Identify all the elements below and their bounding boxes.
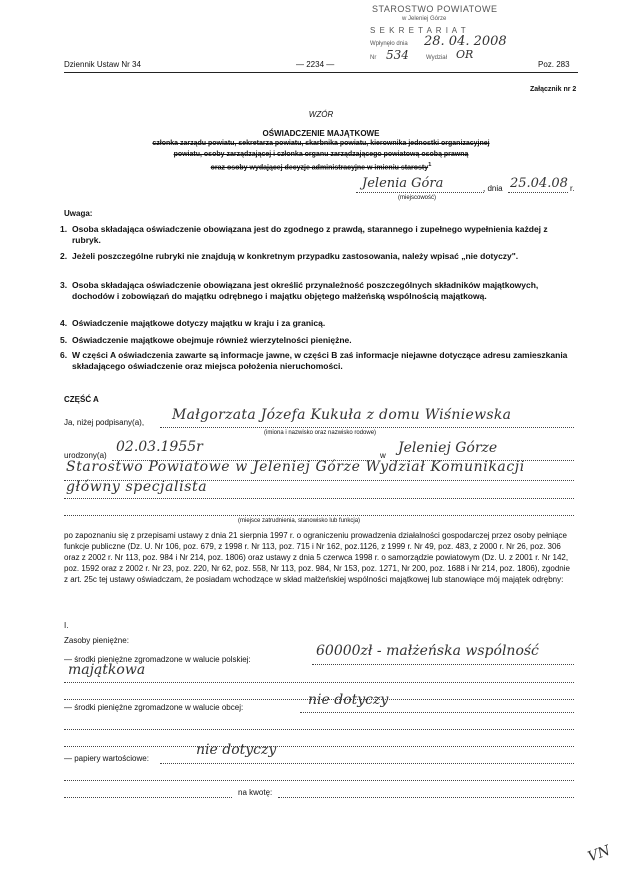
- securities-label: — papiery wartościowe:: [64, 754, 149, 763]
- place-caption: (miejscowość): [398, 195, 437, 201]
- stamp-title: STAROSTWO POWIATOWE: [372, 4, 498, 14]
- position-number: Poz. 283: [538, 60, 570, 69]
- birth-date-value: 02.03.1955r: [116, 439, 203, 455]
- note-4: [60, 318, 572, 329]
- note-1-text: Osoba składająca oświadczenie obowiązana jest do zgodnego z prawdą, starannego i zupełnego wypełnienia każdej z rubryk.: [72, 224, 548, 245]
- note-3-text: Osoba składająca oświadczenie obowiązana jest określić przynależność poszczególnych składników majątkowych, dochodów i zobowiązań do majątku odrębnego i majątku objętego małżeńską wspólnością majątkową.: [72, 280, 539, 301]
- corner-initials: VN: [585, 842, 613, 866]
- stamp-wydzial-value: OR: [456, 48, 474, 61]
- place-line: [356, 192, 484, 193]
- note-2-num: 2.: [60, 251, 68, 261]
- name-line: [160, 427, 574, 428]
- legal-basis-text: po zapoznaniu się z przepisami ustawy z dnia 21 sierpnia 1997 r. o ograniczeniu prowadzenia działalności gospodarczej przez osoby pełniące funkcje publiczne (Dz. U. Nr 106, poz. 679, z 1998 r. Nr 113, poz. 715 i Nr 162, poz.1126, z 1999 r. Nr 49, poz. 483, z 2000 r. Nr 26, poz. 306 oraz z 2002 r. Nr 113, poz. 984 i Nr 214, poz. 1806) oraz ustawy z dnia 5 czerwca 1998 r. o samorządzie powiatowym (Dz. U. z 2001 r. Nr 142, poz. 1592 oraz z 2002 r. Nr 23, poz. 220, Nr 62, poz. 558, Nr 113, poz. 984, Nr 153, poz. 1271, Nr 200, poz. 1688 i Nr 214, poz. 1806), zgodnie z art. 25c tej ustawy oświadczam, że posiadam wchodzące w skład małżeńskiej wspólności majątkowej lub stanowiące mój majątek odrębny:: [64, 531, 570, 584]
- amount-prefix-line: [64, 797, 232, 798]
- birth-place-value: Jeleniej Górze: [398, 440, 498, 456]
- note-6-text: W części A oświadczenia zawarte są informacje jawne, w części B zaś informacje niejawne dotyczące adresu zamieszkania składającego oświadczenie oraz miejsca położenia nieruchomości.: [72, 350, 568, 371]
- stamp-sekretariat: S E K R E T A R I A T: [370, 26, 467, 35]
- note-3: [60, 280, 572, 302]
- date-label: , dnia: [483, 184, 503, 193]
- note-1: [60, 224, 572, 246]
- securities-line: [160, 763, 574, 764]
- note-5-text: Oświadczenie majątkowe obejmuje również wierzytelności pieniężne.: [72, 335, 352, 345]
- pln-funds-line: [312, 664, 574, 665]
- note-6-num: 6.: [60, 350, 68, 360]
- note-5-num: 5.: [60, 335, 68, 345]
- note-4-num: 4.: [60, 318, 68, 328]
- cash-resources-label: Zasoby pieniężne:: [64, 636, 129, 645]
- name-caption: (imiona i nazwisko oraz nazwisko rodowe): [264, 430, 377, 436]
- pln-funds-line-2: [64, 682, 574, 683]
- note-2: [60, 251, 572, 262]
- document-title: OŚWIADCZENIE MAJĄTKOWE: [262, 129, 380, 138]
- born-label: urodzony(a): [64, 451, 107, 460]
- title-line-1: członka zarządu powiatu, sekretarza powiatu, skarbnika powiatu, kierownika jednostki organizacyjnej: [152, 140, 490, 147]
- stamp-subtitle: w Jeleniej Górze: [402, 16, 447, 22]
- securities-value: nie dotyczy: [196, 742, 277, 758]
- foreign-funds-line: [300, 712, 574, 713]
- attachment-label: Załącznik nr 2: [530, 86, 577, 93]
- work-caption: (miejsce zatrudnienia, stanowisko lub funkcja): [238, 518, 361, 524]
- section-i-label: I.: [64, 621, 69, 630]
- foreign-funds-line-3: [64, 746, 574, 747]
- foreign-funds-label: — środki pieniężne zgromadzone w walucie obcej:: [64, 703, 244, 712]
- workplace-value: Starostwo Powiatowe w Jeleniej Górze Wydział Komunikacji: [66, 459, 525, 475]
- pln-funds-label: — środki pieniężne zgromadzone w walucie polskiej:: [64, 655, 251, 664]
- title-line-2: powiatu, osoby zarządzającej i członka organu zarządzającego powiatową osobą prawną: [173, 151, 469, 158]
- stamp-received-date: 28. 04. 2008: [424, 34, 507, 49]
- section-a-heading: CZĘŚĆ A: [64, 395, 99, 404]
- date-line: [508, 192, 568, 193]
- note-6: [60, 350, 572, 372]
- declarant-label: Ja, niżej podpisany(a),: [64, 418, 145, 427]
- note-4-text: Oświadczenie majątkowe dotyczy majątku w kraju i za granicą.: [72, 318, 326, 328]
- name-value: Małgorzata Józefa Kukuła z domu Wiśniewska: [172, 407, 512, 423]
- birth-place-label: w: [380, 451, 386, 460]
- page-number: — 2234 —: [296, 60, 335, 69]
- pln-funds-value: 60000zł - małżeńska wspólność: [316, 643, 539, 659]
- journal-name: Dziennik Ustaw Nr 34: [64, 60, 141, 69]
- amount-label: na kwotę:: [238, 788, 273, 797]
- note-5: [60, 335, 572, 346]
- stamp-nr-value: 534: [386, 48, 409, 62]
- stamp-nr-label: Nr: [370, 55, 377, 61]
- note-1-num: 1.: [60, 224, 68, 234]
- stamp-received-label: Wpłynęło dnia: [370, 41, 408, 47]
- registry-stamp: [364, 4, 524, 66]
- template-label: WZÓR: [308, 110, 334, 119]
- pln-funds-value-2: majątkowa: [68, 662, 146, 678]
- date-value: 25.04.08: [510, 176, 568, 191]
- position-value: główny specjalista: [66, 479, 208, 495]
- title-line-3: [64, 162, 578, 171]
- position-line: [64, 498, 574, 499]
- notes-label: Uwaga:: [64, 209, 93, 218]
- foreign-funds-value: nie dotyczy: [308, 692, 389, 708]
- title-line-3-text: oraz osoby wydającej decyzje administracyjne w imieniu starosty: [210, 164, 429, 172]
- place-value: Jelenia Góra: [362, 176, 444, 191]
- stamp-wydzial-label: Wydział: [426, 55, 447, 61]
- foreign-funds-line-2: [64, 729, 574, 730]
- amount-line: [278, 797, 574, 798]
- note-3-num: 3.: [60, 280, 68, 290]
- footnote-marker: 1: [428, 162, 432, 168]
- extra-line: [64, 515, 574, 516]
- note-2-text: Jeżeli poszczególne rubryki nie znajdują w konkretnym przypadku zastosowania, należy wpisać „nie dotyczy".: [72, 251, 519, 261]
- securities-line-2: [64, 780, 574, 781]
- year-suffix: r.: [570, 184, 575, 193]
- header-rule: [64, 72, 578, 73]
